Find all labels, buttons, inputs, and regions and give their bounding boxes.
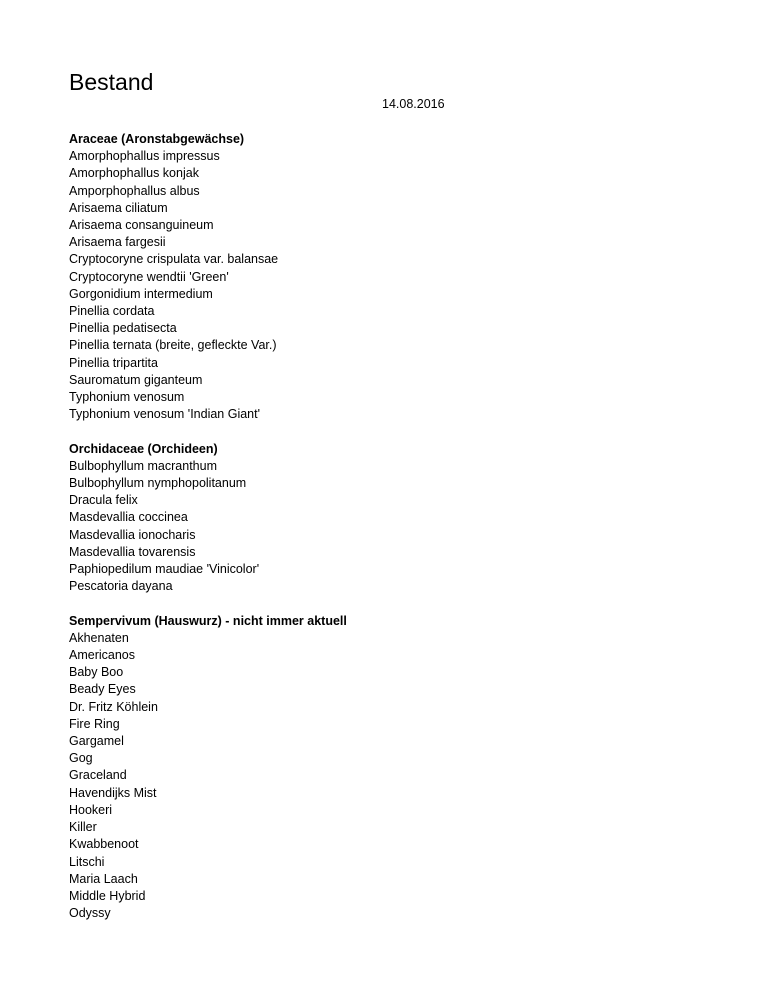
plant-section	[69, 441, 669, 596]
plant-section	[69, 613, 669, 923]
document-title: Bestand	[69, 69, 154, 95]
section-heading: Orchidaceae (Orchideen)	[69, 441, 218, 456]
plant-list-item: Americanos	[69, 648, 135, 663]
plant-list	[69, 458, 669, 596]
section-heading: Araceae (Aronstabgewächse)	[69, 132, 245, 146]
plant-list-item: Pinellia cordata	[69, 304, 155, 319]
plant-list-item: Sauromatum giganteum	[69, 372, 203, 387]
plant-list-item: Arisaema consanguineum	[69, 218, 214, 233]
plant-list-item: Pinellia tripartita	[69, 355, 158, 370]
plant-list-item: Odyssy	[69, 906, 111, 921]
plant-list-item: Hookeri	[69, 802, 113, 817]
plant-list	[69, 148, 669, 423]
plant-list-item: Masdevallia coccinea	[69, 510, 188, 525]
plant-list-item: Pescatoria dayana	[69, 579, 173, 594]
plant-list-item: Amorphophallus konjak	[69, 166, 199, 181]
plant-list-item: Maria Laach	[69, 871, 138, 886]
plant-list-item: Cryptocoryne crispulata var. balansae	[69, 252, 279, 267]
plant-list-item: Akhenaten	[69, 630, 129, 645]
plant-list-item: Amporphophallus albus	[69, 183, 200, 198]
plant-list-item: Arisaema ciliatum	[69, 200, 168, 215]
plant-list-item: Masdevallia ionocharis	[69, 527, 196, 542]
plant-list-item: Litschi	[69, 854, 105, 869]
plant-list-item: Cryptocoryne wendtii 'Green'	[69, 269, 229, 284]
plant-list-item: Gargamel	[69, 734, 124, 749]
plant-list-item: Baby Boo	[69, 665, 124, 680]
plant-section	[69, 131, 669, 423]
plant-list-item: Beady Eyes	[69, 682, 136, 697]
plant-list-item: Amorphophallus impressus	[69, 149, 220, 164]
plant-list-item: Dr. Fritz Köhlein	[69, 699, 158, 714]
plant-list-item: Fire Ring	[69, 716, 120, 731]
plant-list-item: Havendijks Mist	[69, 785, 157, 800]
plant-list-item: Typhonium venosum	[69, 390, 185, 405]
plant-list-item: Gorgonidium intermedium	[69, 286, 213, 301]
plant-list-item: Graceland	[69, 768, 127, 783]
plant-list-item: Dracula felix	[69, 493, 138, 508]
plant-list-item: Pinellia pedatisecta	[69, 321, 177, 336]
plant-list-item: Masdevallia tovarensis	[69, 544, 196, 559]
plant-list-item: Kwabbenoot	[69, 837, 139, 852]
plant-list-item: Gog	[69, 751, 93, 766]
plant-list-item: Arisaema fargesii	[69, 235, 166, 250]
plant-list-item: Bulbophyllum macranthum	[69, 458, 217, 473]
plant-list-item: Killer	[69, 820, 97, 835]
plant-list-item: Pinellia ternata (breite, gefleckte Var.)	[69, 338, 277, 353]
section-heading: Sempervivum (Hauswurz) - nicht immer aktuell	[69, 613, 347, 628]
plant-list	[69, 630, 669, 922]
plant-list-item: Typhonium venosum 'Indian Giant'	[69, 407, 260, 422]
document-body	[69, 131, 669, 940]
plant-list-item: Bulbophyllum nymphopolitanum	[69, 476, 247, 491]
plant-list-item: Middle Hybrid	[69, 888, 146, 903]
plant-list-item: Paphiopedilum maudiae 'Vinicolor'	[69, 562, 260, 577]
document-date: 14.08.2016	[382, 97, 445, 111]
